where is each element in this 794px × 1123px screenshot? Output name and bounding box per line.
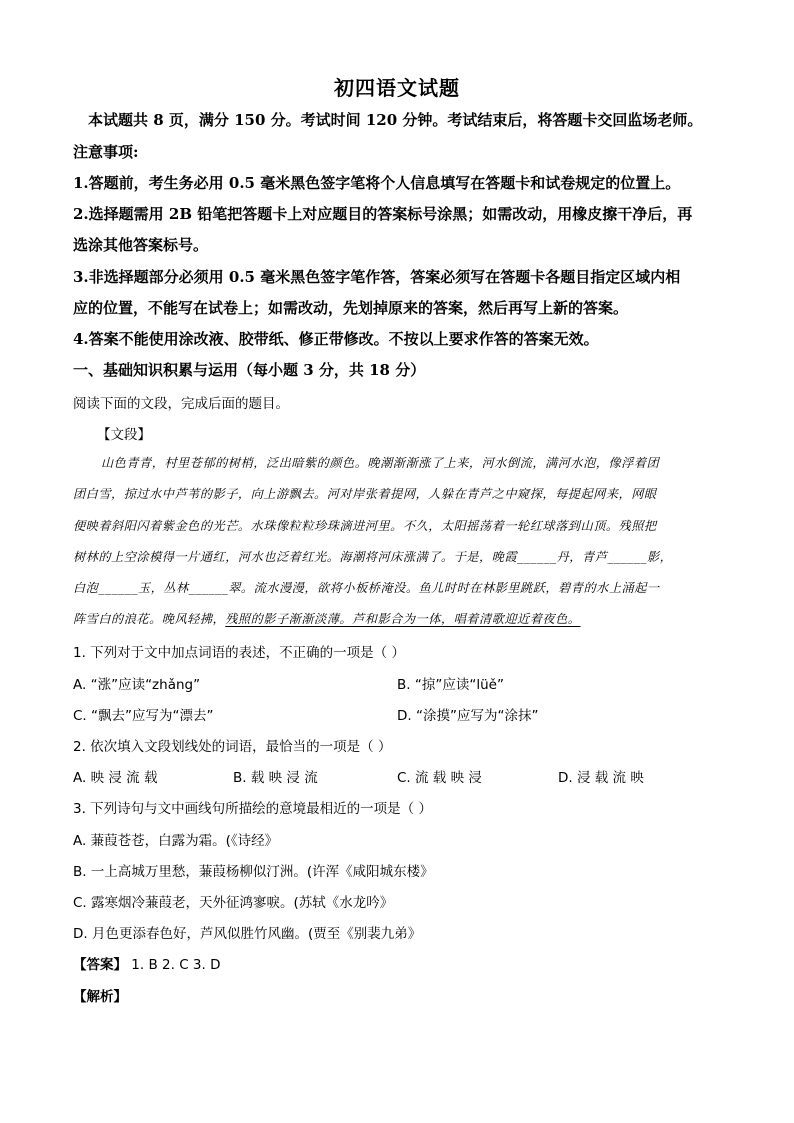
question-3: 3. 下列诗句与文中画线句所描绘的意境最相近的一项是（ ） bbox=[73, 801, 432, 817]
question-1: 1. 下列对于文中加点词语的表述，不正确的一项是（ ） bbox=[73, 645, 405, 661]
passage-line: 树林的上空涂模得一片通红，河水也泛着红光。海潮将河床涨满了。于是，晚霞______丹，青芦______影， bbox=[73, 550, 673, 564]
q1-option-d: D. “涂摸”应写为“涂抹” bbox=[397, 708, 539, 724]
notice-item: 3.非选择题部分必须用 0.5 毫米黑色签字笔作答，答案必须写在答题卡各题目指定区域内相 bbox=[73, 268, 681, 286]
notice-item: 1.答题前，考生务必用 0.5 毫米黑色签字笔将个人信息填写在答题卡和试卷规定的位置上。 bbox=[73, 174, 681, 192]
exam-intro: 本试题共 8 页，满分 150 分。考试时间 120 分钟。考试结束后，将答题卡交回监场老师。 bbox=[88, 111, 703, 129]
q1-option-b: B. “掠”应读“lüě” bbox=[397, 677, 504, 693]
notice-item: 选涂其他答案标号。 bbox=[73, 236, 209, 254]
notice-item: 4.答案不能使用涂改液、胶带纸、修正带修改。不按以上要求作答的答案无效。 bbox=[73, 330, 599, 348]
notice-heading: 注意事项: bbox=[73, 143, 139, 161]
q2-option-b: B. 载 映 浸 流 bbox=[233, 770, 318, 786]
question-2: 2. 依次填入文段划线处的词语，最恰当的一项是（ ） bbox=[73, 739, 392, 755]
passage-text: 阵雪白的浪花。晚风轻拂， bbox=[73, 612, 226, 626]
passage-line: 白泡______玉，丛林______翠。流水漫漫，欲将小板桥淹没。鱼儿时时在林影里跳跃，碧青的水上涌起一 bbox=[73, 581, 660, 595]
notice-item: 2.选择题需用 2B 铅笔把答题卡上对应题目的答案标号涂黑；如需改动，用橡皮擦干净后，再 bbox=[73, 205, 693, 223]
q2-option-c: C. 流 载 映 浸 bbox=[397, 770, 482, 786]
passage-line: 便映着斜阳闪着紫金色的光芒。水珠像粒粒珍珠滴进河里。不久，太阳摇荡着一轮红球落到山顶。残照把 bbox=[73, 519, 657, 533]
reading-prompt: 阅读下面的文段，完成后面的题目。 bbox=[73, 396, 289, 412]
answer-line bbox=[73, 953, 220, 973]
q2-option-d: D. 浸 载 流 映 bbox=[558, 770, 644, 786]
q3-option-b: B. 一上高城万里愁，蒹葭杨柳似汀洲。(许浑《咸阳城东楼》 bbox=[73, 864, 434, 880]
q3-option-a: A. 蒹葭苍苍，白露为霜。(《诗经》 bbox=[73, 833, 279, 849]
analysis-tag: 【解析】 bbox=[73, 989, 127, 1005]
q2-option-a: A. 映 浸 流 载 bbox=[73, 770, 158, 786]
passage-line: 山色青青，村里苍郁的树梢，泛出暗紫的颜色。晚潮渐渐涨了上来，河水倒流，满河水泡，像浮着团 bbox=[101, 456, 660, 470]
q3-option-c: C. 露寒烟冷蒹葭老，天外征鸿寥唳。(苏轼《水龙吟》 bbox=[73, 895, 394, 911]
q1-option-a: A. “涨”应读“zhǎng” bbox=[73, 677, 201, 693]
answer-tag: 【答案】 bbox=[73, 957, 127, 973]
q1-option-c: C. “飘去”应写为“漂去” bbox=[73, 708, 214, 724]
answer-text: 1. B 2. C 3. D bbox=[131, 957, 221, 973]
q3-option-d: D. 月色更添春色好，芦风似胜竹风幽。(贾至《别裴九弟》 bbox=[73, 926, 422, 942]
section-heading: 一、基础知识积累与运用（每小题 3 分，共 18 分） bbox=[73, 361, 426, 379]
notice-item: 应的位置，不能写在试卷上；如需改动，先划掉原来的答案，然后再写上新的答案。 bbox=[73, 299, 629, 317]
page-title: 初四语文试题 bbox=[334, 76, 460, 100]
passage-line: 团白雪，掠过水中芦苇的影子，向上游飘去。河对岸张着提网，人躲在青芦之中窥探，每提起网来，网眼 bbox=[73, 487, 657, 501]
passage-line bbox=[73, 610, 581, 627]
passage-label: 【文段】 bbox=[97, 427, 151, 443]
underlined-sentence: 残照的影子渐渐淡薄。芦和影合为一体，唱着清歌迎近着夜色。 bbox=[225, 612, 581, 626]
